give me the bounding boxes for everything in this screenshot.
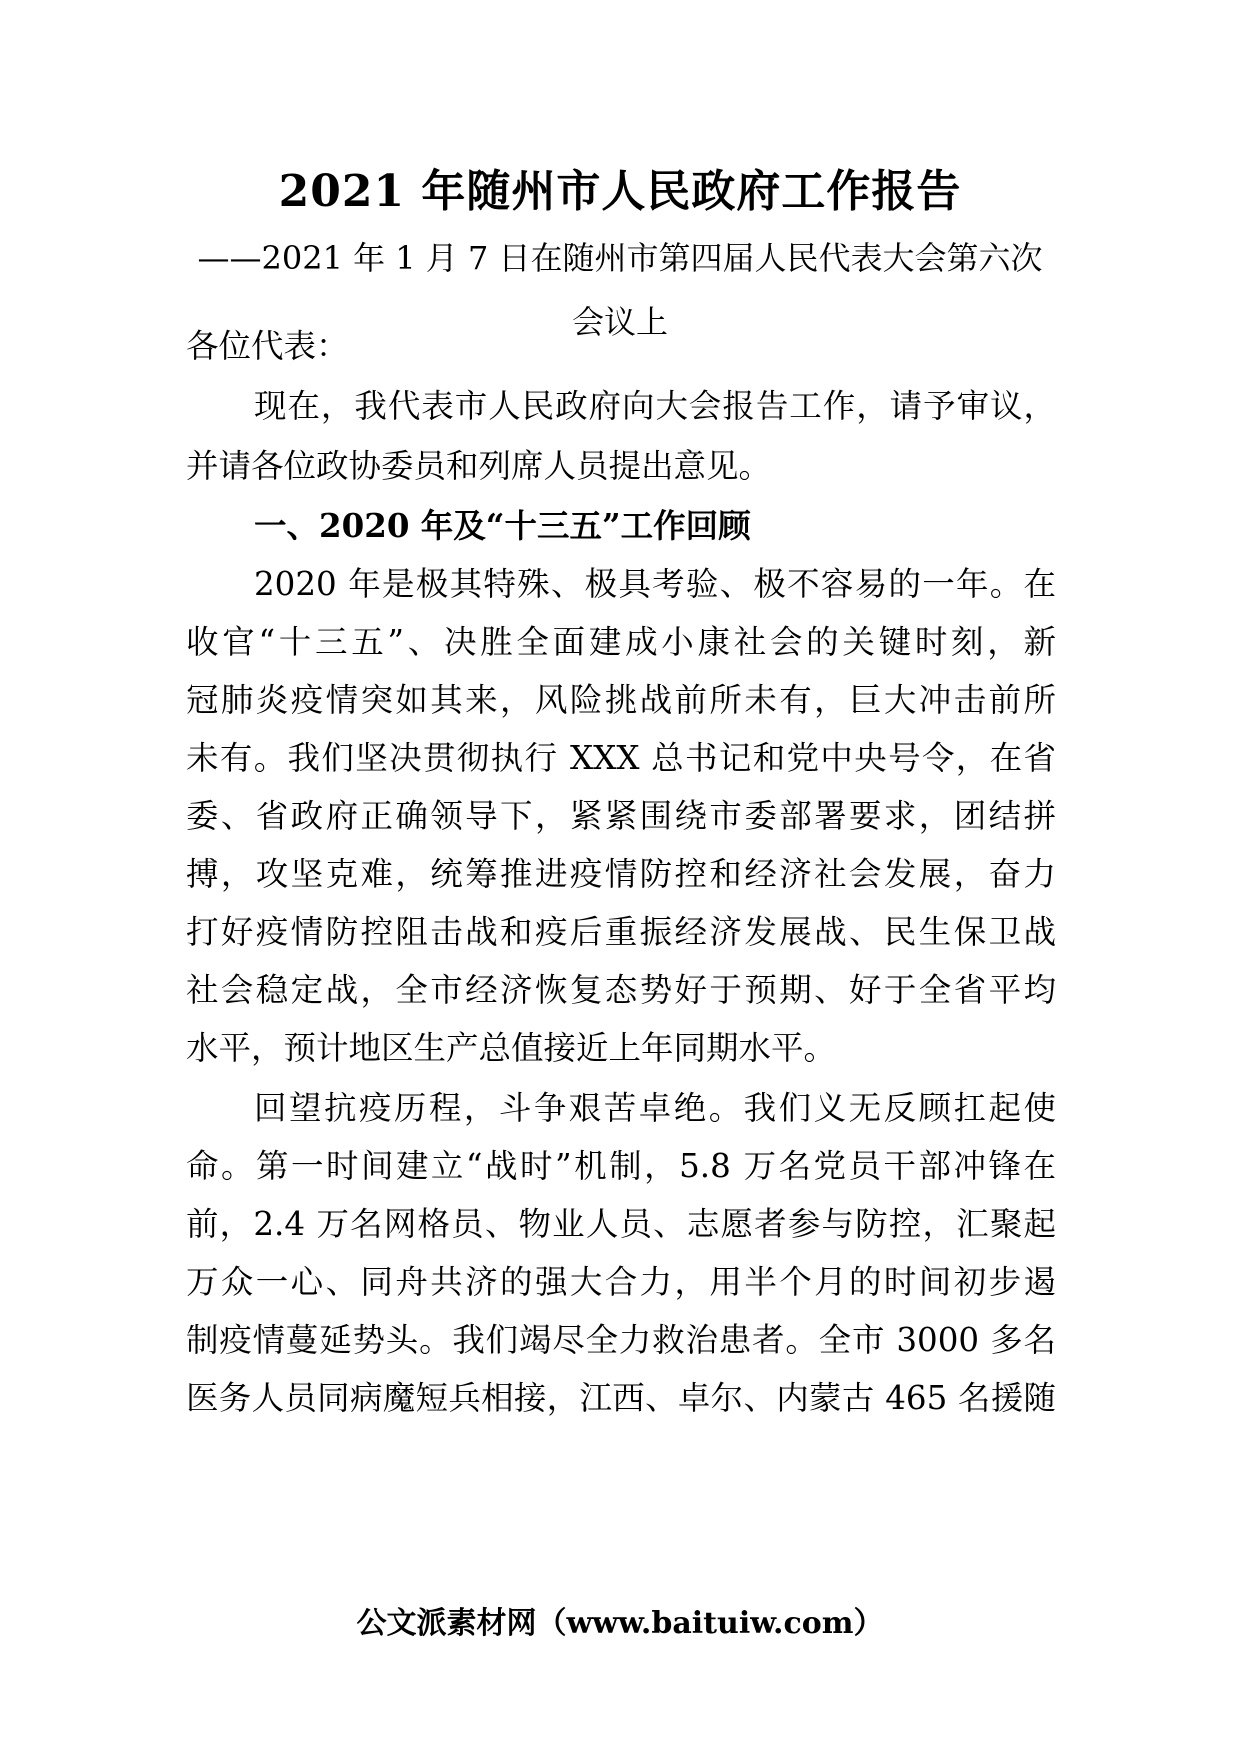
section-heading: 一、2020 年及“十三五”工作回顾 [254,506,751,545]
salutation: 各位代表： [186,327,349,365]
paragraph-line: 医务人员同病魔短兵相接，江西、卓尔、内蒙古 465 名援随 [186,1379,1056,1417]
intro-line: 现在，我代表市人民政府向大会报告工作，请予审议， [254,387,1056,425]
paragraph-line: 冠肺炎疫情突如其来，风险挑战前所未有，巨大冲击前所 [186,681,1056,719]
paragraph-line: 2020 年是极其特殊、极具考验、极不容易的一年。在 [254,565,1056,603]
footer-watermark: 公文派素材网（www.baituiw.com） [356,1606,884,1641]
paragraph-line: 回望抗疫历程，斗争艰苦卓绝。我们义无反顾扛起使 [254,1089,1056,1127]
paragraph-line: 制疫情蔓延势头。我们竭尽全力救治患者。全市 3000 多名 [186,1321,1056,1359]
paragraph-line: 命。第一时间建立“战时”机制，5.8 万名党员干部冲锋在 [186,1147,1056,1185]
paragraph-line: 水平，预计地区生产总值接近上年同期水平。 [186,1029,837,1067]
paragraph-line: 未有。我们坚决贯彻执行 XXX 总书记和党中央号令，在省 [186,739,1056,777]
paragraph-line: 搏，攻坚克难，统筹推进疫情防控和经济社会发展，奋力 [186,855,1056,893]
paragraph-line: 前，2.4 万名网格员、物业人员、志愿者参与防控，汇聚起 [186,1205,1056,1243]
paragraph-line: 委、省政府正确领导下，紧紧围绕市委部署要求，团结拼 [186,797,1056,835]
paragraph-line: 收官“十三五”、决胜全面建成小康社会的关键时刻，新 [186,623,1056,661]
paragraph-line: 万众一心、同舟共济的强大合力，用半个月的时间初步遏 [186,1263,1056,1301]
paragraph-line: 社会稳定战，全市经济恢复态势好于预期、好于全省平均 [186,971,1056,1009]
document-subtitle-line-2: 会议上 [571,303,668,341]
paragraph-line: 打好疫情防控阻击战和疫后重振经济发展战、民生保卫战 [186,913,1056,951]
document-title: 2021 年随州市人民政府工作报告 [278,166,962,217]
intro-line: 并请各位政协委员和列席人员提出意见。 [186,447,772,485]
document-subtitle-line-1: ——2021 年 1 月 7 日在随州市第四届人民代表大会第六次 [197,239,1043,277]
